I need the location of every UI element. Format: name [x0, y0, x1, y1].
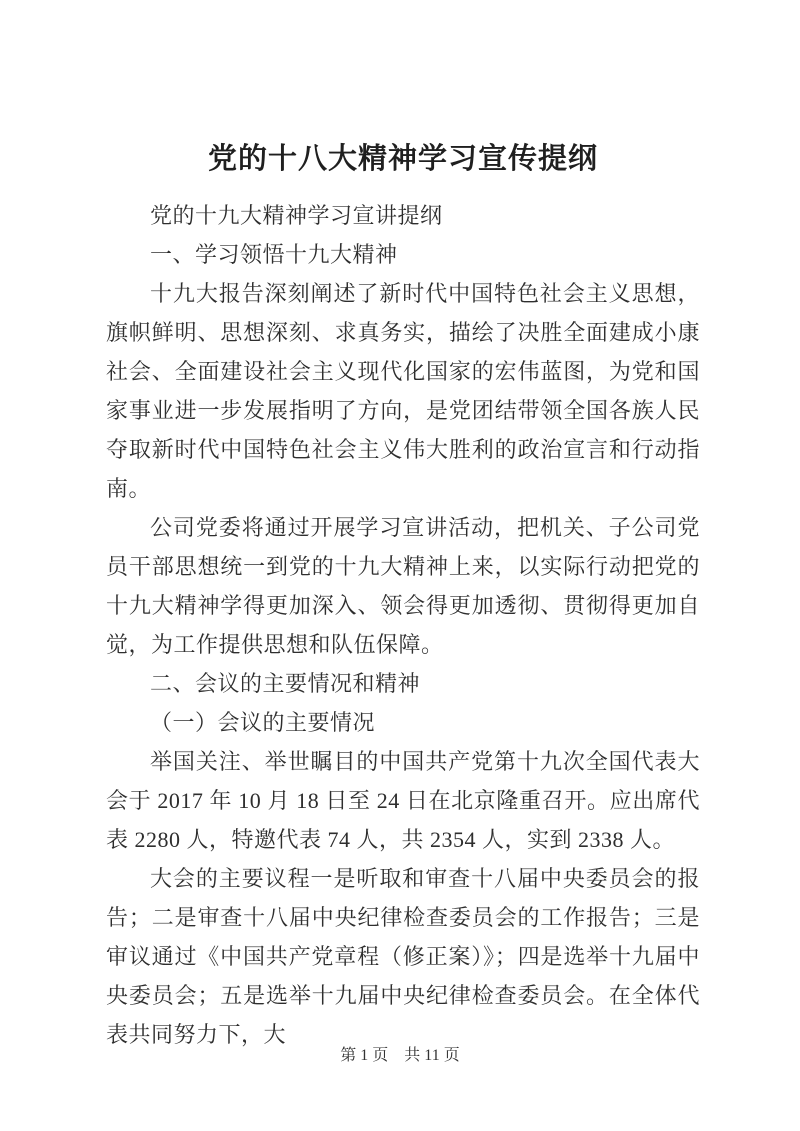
page-footer	[0, 1042, 800, 1065]
document-title: 党的十八大精神学习宣传提纲	[207, 143, 598, 175]
footer-current-page: 第 1 页	[340, 1047, 389, 1064]
document-content	[106, 138, 700, 1054]
paragraph: 十九大报告深刻阐述了新时代中国特色社会主义思想，旗帜鲜明、思想深刻、求真务实，描绘了决胜全面建成小康社会、全面建设社会主义现代化国家的宏伟蓝图，为党和国家事业进一步发展指明了方向，是党团结带领全国各族人民夺取新时代中国特色社会主义伟大胜利的政治宣言和行动指南。	[106, 281, 700, 501]
paragraph: 举国关注、举世瞩目的中国共产党第十九次全国代表大会于 2017 年 10 月 18 日至 24 日在北京隆重召开。应出席代表 2280 人，特邀代表 74 人，共 2354 人，实到 2338 人。	[106, 749, 700, 852]
paragraph: 党的十九大精神学习宣讲提纲	[150, 203, 443, 228]
paragraph: 一、学习领悟十九大精神	[150, 242, 398, 267]
paragraph: 公司党委将通过开展学习宣讲活动，把机关、子公司党员干部思想统一到党的十九大精神上来，以实际行动把党的十九大精神学得更加深入、领会得更加透彻、贯彻得更加自觉，为工作提供思想和队伍保障。	[106, 515, 700, 657]
paragraph: （一）会议的主要情况	[150, 710, 376, 735]
footer-total-pages: 共 11 页	[404, 1047, 460, 1064]
paragraph: 二、会议的主要情况和精神	[150, 671, 421, 696]
document-body	[106, 196, 700, 1054]
paragraph: 大会的主要议程一是听取和审查十八届中央委员会的报告；二是审查十八届中央纪律检查委员会的工作报告；三是审议通过《中国共产党章程（修正案）》；四是选举十九届中央委员会；五是选举十九届中央纪律检查委员会。在全体代表共同努力下，大	[106, 866, 700, 1047]
